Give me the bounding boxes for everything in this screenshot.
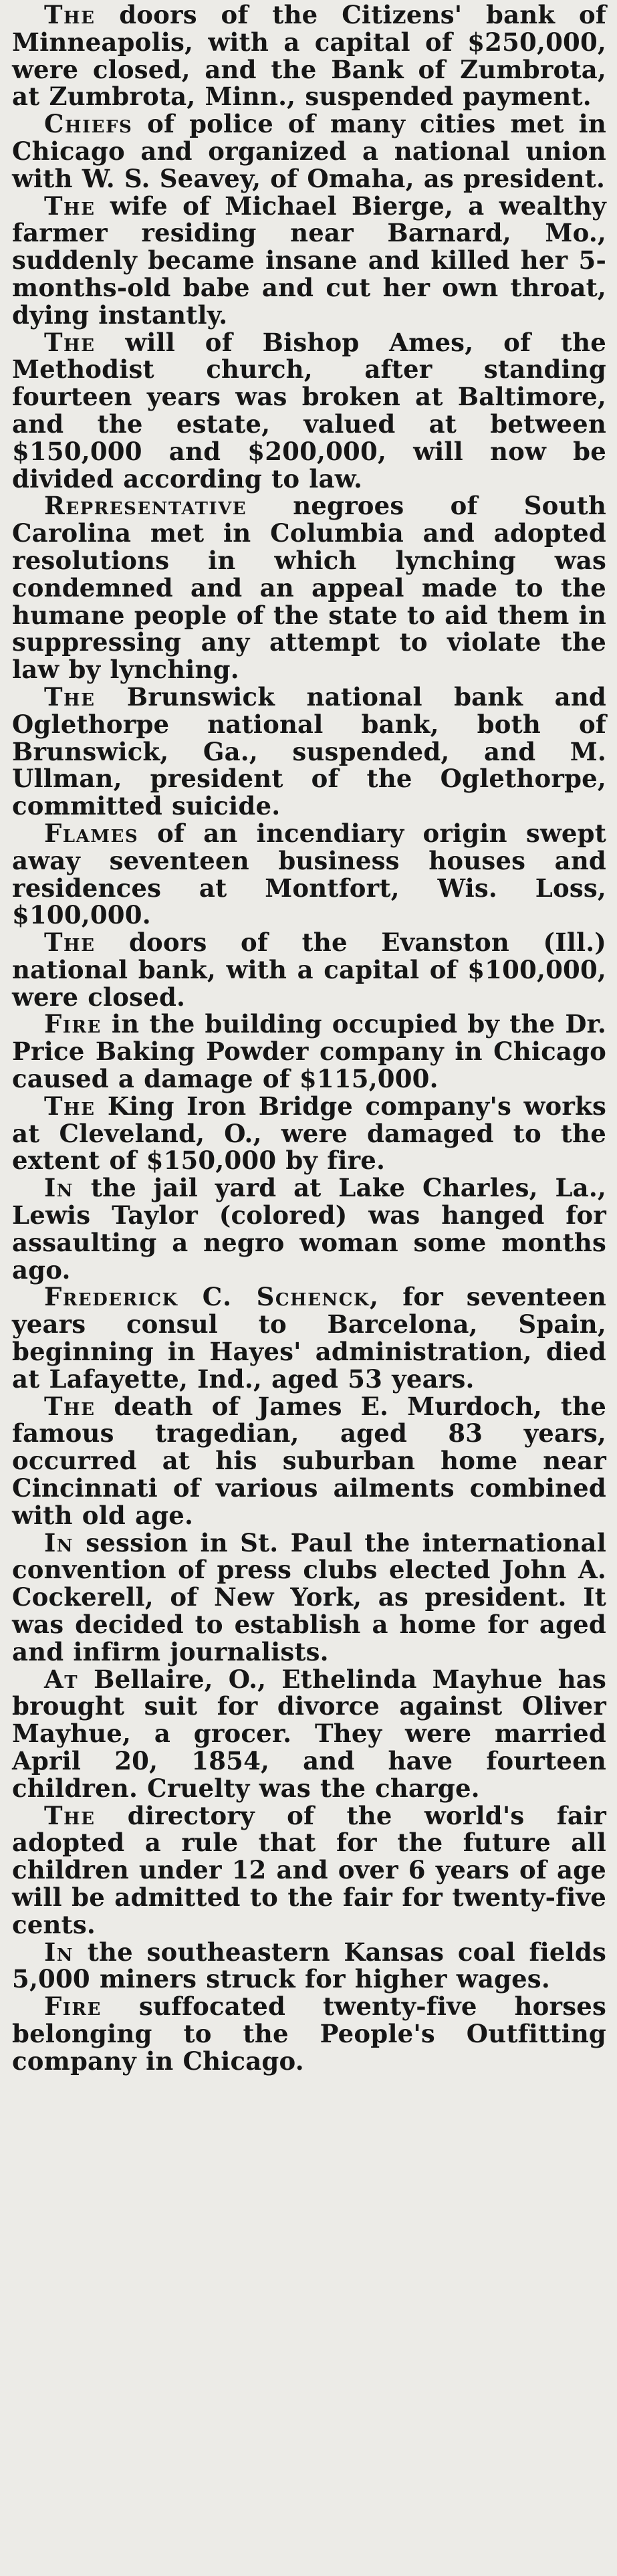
news-item <box>12 1529 606 1666</box>
item-text: doors of the Evanston (Ill.) national bank, with a capital of $100,000, were closed. <box>12 928 606 1012</box>
news-item <box>12 929 606 1010</box>
item-text: Brunswick national bank and Oglethorpe national bank, both of Brunswick, Ga., suspended, and M. Ullman, president of the Oglethorpe, committed suicide. <box>12 681 606 821</box>
item-text: directory of the world's fair adopted a rule that for the future all children under 12 and over 6 years of age will be admitted to the fair for twenty-five cents. <box>12 1800 606 1939</box>
news-item <box>12 1939 606 1994</box>
item-text: of police of many cities met in Chicago and organized a national union with W. S. Seavey, of Omaha, as president. <box>12 109 606 193</box>
news-item <box>12 1093 606 1174</box>
news-item <box>12 1666 606 1802</box>
news-item <box>12 1393 606 1529</box>
news-item <box>12 329 606 493</box>
item-text: wife of Michael Bierge, a wealthy farmer residing near Barnard, Mo., suddenly became insane and killed her 5-months-old babe and cut her own throat, dying instantly. <box>12 191 606 330</box>
news-item <box>12 1283 606 1392</box>
item-text: doors of the Citizens' bank of Minneapolis, with a capital of $250,000, were closed, and the Bank of Zumbrota, at Zumbrota, Minn., suspended payment. <box>12 0 606 112</box>
item-lead-word: In <box>44 1937 74 1967</box>
item-lead-word: Frederick C. Schenck, <box>44 1282 380 1312</box>
item-lead-word: The <box>44 1800 96 1830</box>
item-lead-word: The <box>44 1391 96 1421</box>
item-text: in the building occupied by the Dr. Price Baking Powder company in Chicago caused a damage of $115,000. <box>12 1009 606 1094</box>
item-lead-word: The <box>44 327 96 357</box>
item-text: death of James E. Murdoch, the famous tragedian, aged 83 years, occurred at his suburban home near Cincinnati of various ailments combined with old age. <box>12 1391 606 1530</box>
item-lead-word: Flames <box>44 818 139 848</box>
item-lead-word: The <box>44 1091 96 1121</box>
item-text: session in St. Paul the international convention of press clubs elected John A. Cockerell, of New York, as president. It was decided to establish a home for aged and infirm journalists. <box>12 1527 606 1667</box>
item-lead-word: Fire <box>44 1992 102 2022</box>
news-item <box>12 110 606 192</box>
news-item <box>12 683 606 820</box>
item-text: suffocated twenty-five horses belonging to the People's Outfitting company in Chicago. <box>12 1992 606 2076</box>
item-lead-word: In <box>44 1173 74 1203</box>
news-item <box>12 820 606 929</box>
item-text: Bellaire, O., Ethelinda Mayhue has brought suit for divorce against Oliver Mayhue, a grocer. They were married April 20, 1854, and have fourteen children. Cruelty was the charge. <box>12 1664 606 1803</box>
item-text: the southeastern Kansas coal fields 5,000 miners struck for higher wages. <box>12 1937 606 1994</box>
news-item <box>12 1010 606 1092</box>
item-lead-word: The <box>44 681 96 712</box>
item-lead-word: The <box>44 0 96 29</box>
item-lead-word: In <box>44 1527 74 1558</box>
item-lead-word: Representative <box>44 491 247 521</box>
news-item <box>12 492 606 683</box>
item-text: King Iron Bridge company's works at Cleveland, O., were damaged to the extent of $150,000 by fire. <box>12 1091 606 1176</box>
news-item <box>12 193 606 329</box>
item-text: the jail yard at Lake Charles, La., Lewis Taylor (colored) was hanged for assaulting a negro woman some months ago. <box>12 1173 606 1285</box>
news-item <box>12 1993 606 2074</box>
item-lead-word: Fire <box>44 1009 102 1039</box>
item-lead-word: The <box>44 928 96 958</box>
item-text: negroes of South Carolina met in Columbia and adopted resolutions in which lynching was condemned and an appeal made to the humane people of the state to aid them in suppressing any attempt to violate the law by lynching. <box>12 491 606 685</box>
item-lead-word: At <box>44 1664 79 1694</box>
item-text: of an incendiary origin swept away seventeen business houses and residences at Montfort, Wis. Loss, $100,000. <box>12 818 606 930</box>
news-item <box>12 1 606 110</box>
news-item <box>12 1174 606 1283</box>
item-lead-word: The <box>44 191 96 221</box>
news-item <box>12 1802 606 1939</box>
item-text: will of Bishop Ames, of the Methodist church, after standing fourteen years was broken at Baltimore, and the estate, valued at between $150,000 and $200,000, will now be divided according to law. <box>12 327 606 494</box>
item-text: for seventeen years consul to Barcelona, Spain, beginning in Hayes' administration, died at Lafayette, Ind., aged 53 years. <box>12 1282 606 1394</box>
item-lead-word: Chiefs <box>44 109 133 139</box>
